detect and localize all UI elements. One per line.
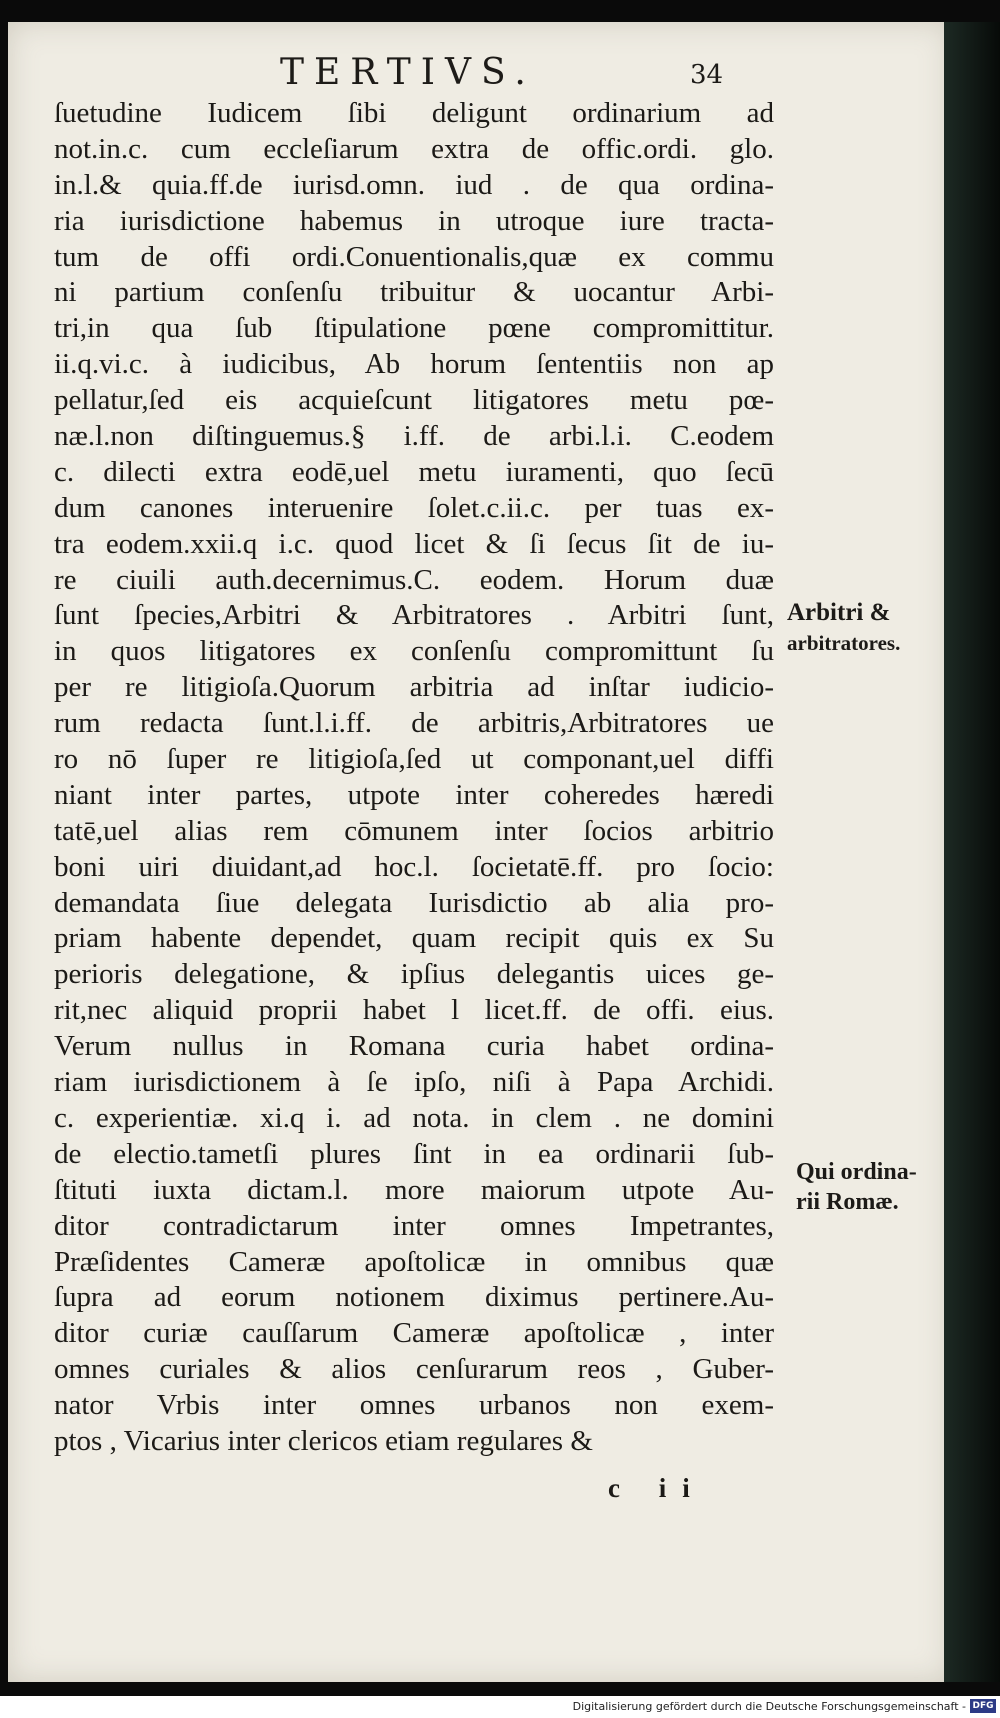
text-line: næ.l.non diſtinguemus.§ i.ff. de arbi.l.i. C.eodem: [54, 420, 774, 453]
funding-credit: Digitalisierung gefördert durch die Deutsche Forschungsgemeinschaft -: [572, 1700, 966, 1713]
text-line: ria iurisdictione habemus in utroque iure tracta-: [54, 204, 774, 237]
text-line: ni partium conſenſu tribuitur & uocantur Arbi-: [54, 276, 774, 309]
text-line: ii.q.vi.c. à iudicibus, Ab horum ſententiis non ap: [54, 348, 774, 381]
text-line: in quos litigatores ex conſenſu compromittunt ſu: [54, 635, 774, 668]
text-line: boni uiri diuidant,ad hoc.l. ſocietatē.ff. pro ſocio:: [54, 850, 774, 883]
page-number: 34: [690, 60, 724, 90]
text-line: re ciuili auth.decernimus.C. eodem. Horum duæ: [54, 563, 774, 596]
text-line: niant inter partes, utpote inter coheredes hæredi: [54, 778, 774, 811]
margin-note-line: Qui ordina-: [796, 1159, 917, 1185]
text-line: pellatur,ſed eis acquieſcunt litigatores metu pœ-: [54, 384, 774, 417]
text-line: ptos , Vicarius inter clericos etiam regulares &: [54, 1424, 593, 1457]
dfg-logo-icon: DFG: [970, 1699, 996, 1713]
margin-note-arbitri: [787, 598, 900, 658]
text-line: ſuetudine Iudicem ſibi deligunt ordinarium ad: [54, 97, 774, 129]
text-line: de electio.tametſi plures ſint in ea ordinarii ſub-: [54, 1137, 774, 1170]
text-line: in.l.& quia.ff.de iurisd.omn. iud . de qua ordina-: [54, 168, 774, 201]
text-line: ſtituti iuxta dictam.l. more maiorum utpote Au-: [54, 1173, 774, 1206]
margin-note-line: rii Romæ.: [796, 1189, 899, 1215]
text-line: not.in.c. cum eccleſiarum extra de offic.ordi. glo.: [54, 132, 774, 165]
text-line: per re litigioſa.Quorum arbitria ad inſtar iudicio-: [54, 671, 774, 704]
text-line: Præſidentes Cameræ apoſtolicæ in omnibus quæ: [54, 1245, 774, 1278]
text-line: ditor curiæ cauſſarum Cameræ apoſtolicæ , inter: [54, 1317, 774, 1350]
text-line: riam iurisdictionem à ſe ipſo, niſi à Papa Archidi.: [54, 1066, 774, 1099]
text-line: ro nō ſuper re litigioſa,ſed ut componant,uel diffi: [54, 743, 774, 776]
text-line: c. dilecti extra eodē,uel metu iuramenti, quo ſecū: [54, 455, 774, 488]
page-edge-shadow: [944, 22, 1000, 1682]
text-line: omnes curiales & alios cenſurarum reos , Guber-: [54, 1353, 774, 1386]
text-line: priam habente dependet, quam recipit quis ex Su: [54, 922, 774, 955]
margin-note-line: arbitratores.: [787, 631, 901, 655]
body-text: [54, 96, 774, 1460]
text-line: tum de offi ordi.Conuentionalis,quæ ex commu: [54, 240, 774, 273]
text-line: c. experientiæ. xi.q i. ad nota. in clem . ne domini: [54, 1101, 774, 1134]
text-line: tatē,uel alias rem cōmunem inter ſocios arbitrio: [54, 814, 774, 847]
signature-mark: c ii: [608, 1473, 706, 1503]
text-line: Verum nullus in Romana curia habet ordina-: [54, 1030, 774, 1063]
text-line: ditor contradictarum inter omnes Impetrantes,: [54, 1209, 774, 1242]
text-line: rum redacta ſunt.l.i.ff. de arbitris,Arbitratores ue: [54, 707, 774, 740]
text-line: nator Vrbis inter omnes urbanos non exem-: [54, 1389, 774, 1422]
text-line: demandata ſiue delegata Iurisdictio ab alia pro-: [54, 886, 774, 919]
margin-note-ordinarii: [796, 1157, 917, 1217]
text-line: ſupra ad eorum notionem diximus pertinere.Au-: [54, 1281, 774, 1314]
margin-note-line: Arbitri &: [787, 599, 891, 626]
text-line: rit,nec aliquid proprii habet l licet.ff. de offi. eius.: [54, 994, 774, 1027]
text-line: perioris delegatione, & ipſius delegantis uices ge-: [54, 958, 774, 991]
text-line: ſunt ſpecies,Arbitri & Arbitratores . Arbitri ſunt,: [54, 599, 774, 632]
running-head: TERTIVS.: [280, 52, 536, 93]
text-line: tri,in qua ſub ſtipulatione pœne compromittitur.: [54, 312, 774, 345]
text-line: tra eodem.xxii.q i.c. quod licet & ſi ſecus ſit de iu-: [54, 527, 774, 560]
text-line: dum canones interuenire ſolet.c.ii.c. per tuas ex-: [54, 491, 774, 524]
